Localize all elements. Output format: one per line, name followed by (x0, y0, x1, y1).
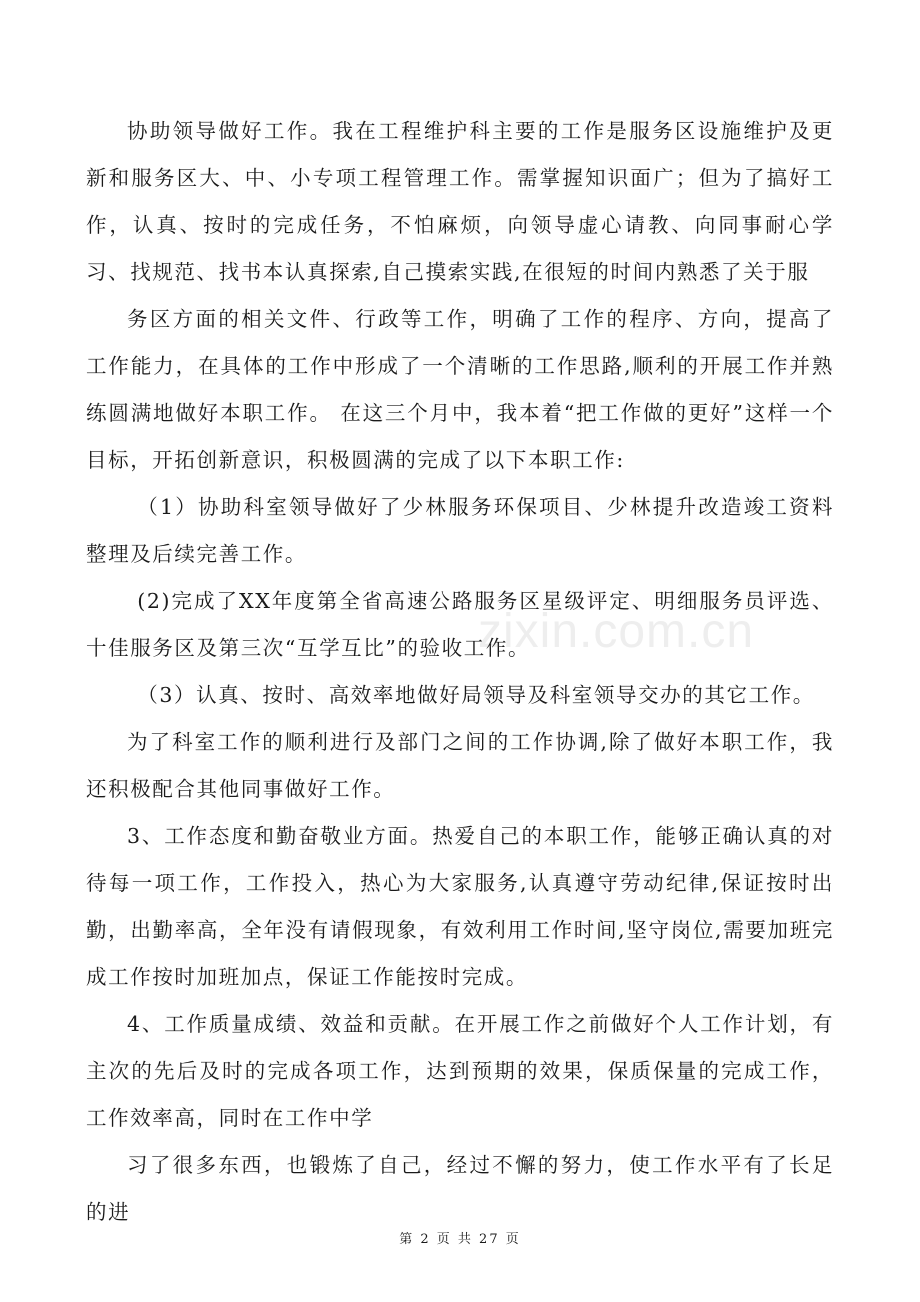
document-body (86, 108, 834, 1236)
paragraph-2: 务区方面的相关文件、行政等工作，明确了工作的程序、方向，提高了工作能力，在具体的工作中形成了一个清晰的工作思路,顺利的开展工作并熟练圆满地做好本职工作。 在这三个月中，我本着“把工作做的更好”这样一个目标，开拓创新意识，积极圆满的完成了以下本职工作: (86, 307, 834, 472)
paragraph-3: 为了科室工作的顺利进行及部门之间的工作协调,除了做好本职工作，我还积极配合其他同事做好工作。 (86, 730, 834, 801)
paragraph-4: 3、工作态度和勤奋敬业方面。热爱自己的本职工作，能够正确认真的对待每一项工作，工作投入，热心为大家服务,认真遵守劳动纪律,保证按时出勤，出勤率高，全年没有请假现象，有效利用工作时间,坚守岗位,需要加班完成工作按时加班加点，保证工作能按时完成。 (86, 824, 834, 989)
watermark: zixin.com.cn (478, 605, 755, 658)
paragraph-5: 4、工作质量成绩、效益和贡献。在开展工作之前做好个人工作计划，有主次的先后及时的完成各项工作，达到预期的效果，保质保量的完成工作，工作效率高，同时在工作中学 (86, 1012, 834, 1130)
paragraph-6: 习了很多东西，也锻炼了自己，经过不懈的努力，使工作水平有了长足的进 (86, 1153, 834, 1224)
paragraph-item-1: （1）协助科室领导做好了少林服务环保项目、少林提升改造竣工资料整理及后续完善工作。 (86, 495, 834, 566)
paragraph-item-2: (2)完成了XX年度第全省高速公路服务区星级评定、明细服务员评选、十佳服务区及第三次“互学互比”的验收工作。 (86, 589, 834, 660)
paragraph-1: 协助领导做好工作。我在工程维护科主要的工作是服务区设施维护及更新和服务区大、中、小专项工程管理工作。需掌握知识面广；但为了搞好工作，认真、按时的完成任务，不怕麻烦，向领导虚心请教、向同事耐心学习、找规范、找书本认真探索,自己摸索实践,在很短的时间内熟悉了关于服 (86, 119, 834, 284)
page-footer: 第 2 页 共 27 页 (399, 1232, 521, 1247)
paragraph-item-3: （3）认真、按时、高效率地做好局领导及科室领导交办的其它工作。 (137, 683, 815, 707)
